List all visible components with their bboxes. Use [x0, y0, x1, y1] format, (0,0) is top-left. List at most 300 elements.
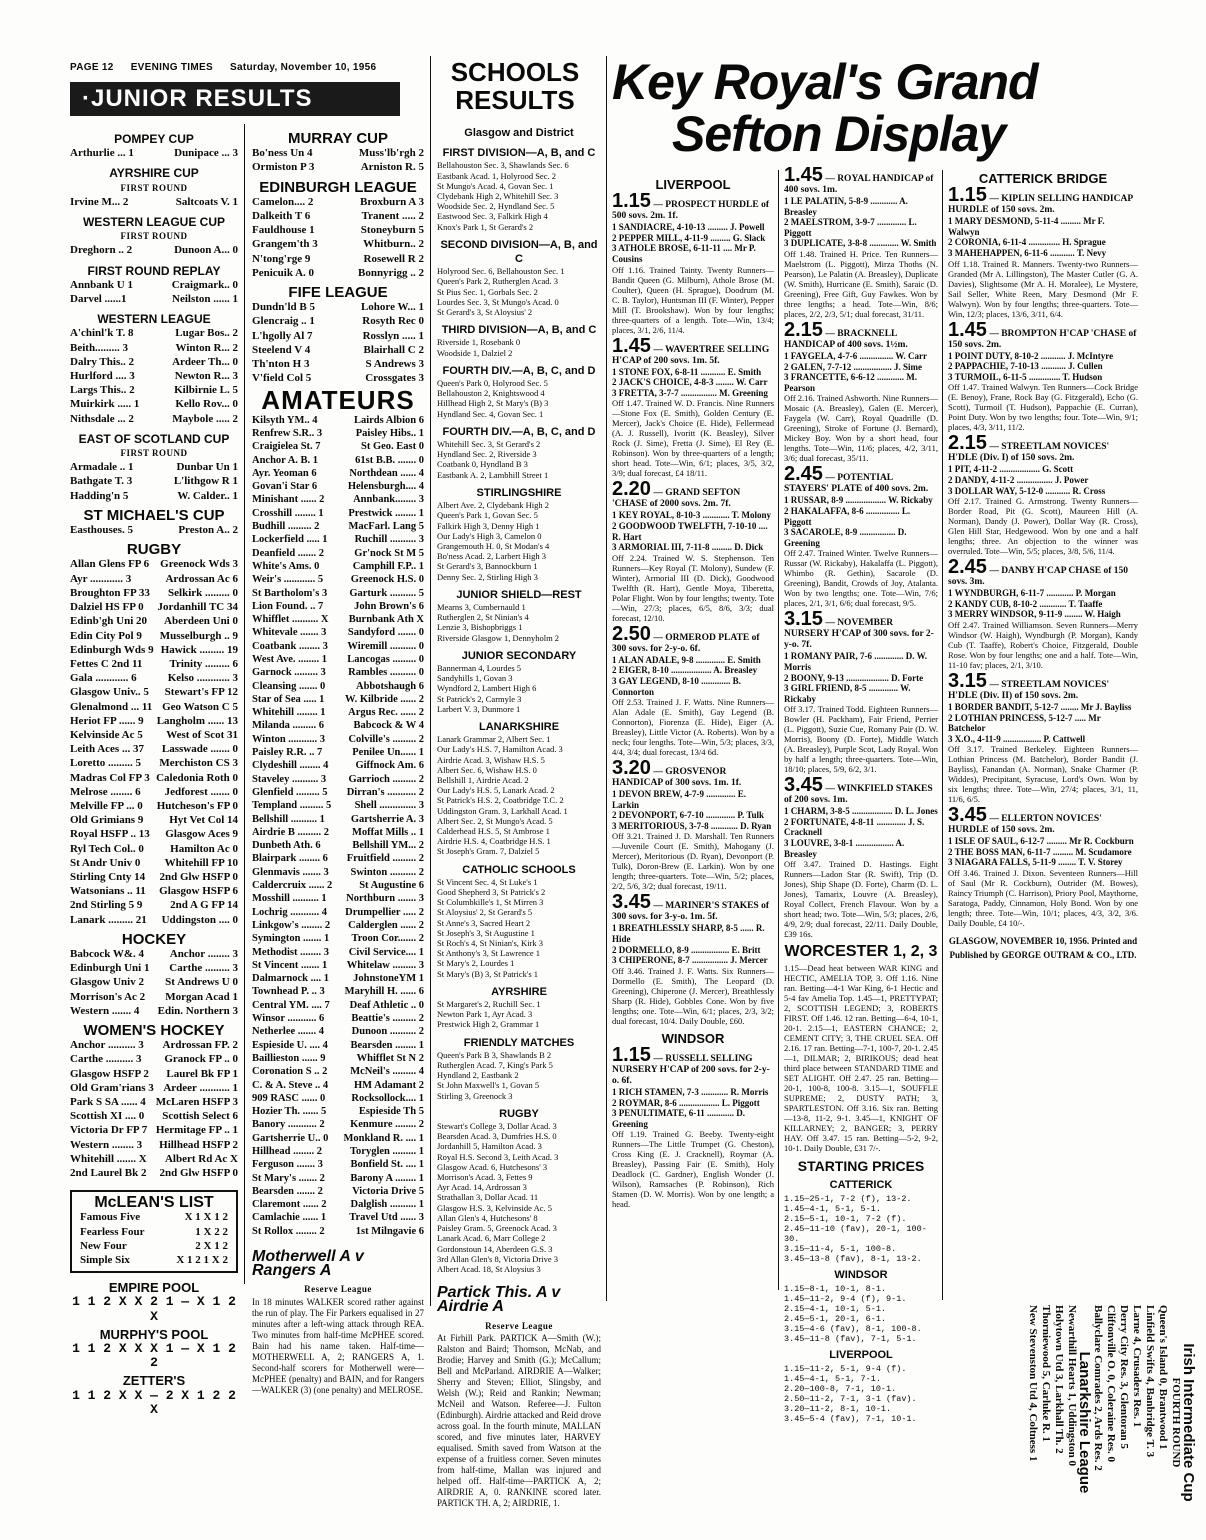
away-team: Kenmure ........ 2	[350, 1119, 424, 1131]
race-name: — PROSPECT HURDLE of 500 sovs. 2m. 1f.	[612, 200, 769, 222]
result-row	[70, 146, 238, 160]
home-team: West Ave. ........ 1	[252, 654, 328, 665]
result-row	[70, 813, 238, 827]
schools-result: Mearns 3, Cumbernauld 1	[437, 601, 526, 612]
home-team: Loretto ......... 5	[70, 757, 141, 770]
home-team: Cleansing ....... 0	[252, 680, 326, 692]
schools-result: Airdrie Acad. 3, Wishaw H.S. 5	[437, 754, 545, 765]
race-result	[948, 556, 1138, 670]
home-team: Craigielea St. 7	[252, 441, 321, 453]
away-team: Ardrossan Ac 6	[165, 572, 238, 585]
result-row	[252, 680, 424, 693]
away-team: Newton R... 3	[174, 370, 238, 383]
race-name: — BRACKNELL HANDICAP of 400 sovs. 1½m.	[784, 328, 908, 350]
schools-result: Lourdes Sec. 3, St Mungo's Acad. 0	[437, 296, 559, 307]
away-team: Glasgow HSFP 6	[159, 885, 238, 898]
home-team: Airdrie B ......... 2	[252, 826, 329, 838]
placing: 2 DANDY, 4-11-2 ................ J. Power	[948, 474, 1089, 485]
schools-result: Lanark Grammar 2, Albert Sec. 1	[437, 734, 551, 745]
result-row	[252, 1105, 424, 1118]
result-row: Queen's Island 0, Brantwood 1	[1157, 1305, 1169, 1450]
away-team: Merchiston CS 3	[159, 757, 238, 770]
race-name: — MARINER'S STAKES of 300 sovs. for 3-y-o. 1m. 5f.	[612, 901, 770, 923]
race-details: Off 3.17. Trained Todd. Eighteen Runners—Bowler (H. Packham), Fair Friend, Perrier (L. Piggott), Suzie Cue, Romany Pair (D. W. Morris), Boony (D. Forte), Middle Watch (A. Breasley), Purple Scot, Lady Royal. Won by half a length; three-quarters. Tote—Win, 18/10; places, 5/9, 6/2, 3/1.	[784, 704, 938, 775]
schools-result: Falkirk High 3, Denny High 1	[437, 520, 540, 531]
home-team: Townhead P. .. 3	[252, 986, 325, 998]
schools-result: Clydebank High 2, Whitehill Sec. 3	[437, 191, 559, 202]
away-team: Rambles .......... 0	[348, 667, 424, 679]
starting-price-line: 1.15—11-2, 5-1, 9-4 (f).	[784, 1364, 907, 1375]
home-team: Govan'i Star 6	[252, 481, 318, 493]
race-title	[784, 774, 938, 806]
placing: 2 THE BOSS MAN, 6-11-7 ......... M. Scudamore	[948, 846, 1132, 857]
away-team: John Brown's 6	[354, 600, 424, 612]
result-row	[252, 1185, 424, 1198]
race-details: Off 2.47. Trained Williamson. Seven Runners—Merry Windsor (W. Haigh), Wyndburgh (P. Morgan), Kandy Cub (T. Taaffe), Robert's Choice, Fitzgerald, Double Rose. Won by four lengths; one and a half. Tote—Win, 11-10 fav; places, 2/1, 3/10.	[948, 619, 1138, 670]
column-rule	[244, 124, 245, 1284]
result-row	[252, 160, 424, 174]
placing: 1 ALAN ADALE, 9-8 ............. E. Smith	[612, 654, 761, 665]
race-details: Off 1.47. Trained W. D. Francis. Nine Runners—Stone Fox (E. Smith), Golden Century (E. Mercer), Jack's Choice (E. Hide), Fellermead (A. J. Russell), Ivoritt (K. Beasley), Silver Rock (J. Sime), Fretta (J. Sime), El Rey (E. Robinson). Won by three-quarters of a length; short head. Tote—Win, 6/1; places, 3/5, 3/2, 3/9; dual forecast, £4 18/11.	[612, 398, 774, 479]
placing: 3 FRETTA, 3-7-7 ................ M. Greening	[612, 387, 768, 398]
schools-result: Bellahouston 2, Knightswood 4	[437, 388, 545, 399]
placing: 1 RICH STAMEN, 7-3 ............ R. Morris	[612, 1087, 769, 1098]
race-details: Off 2.53. Trained J. F. Watts. Nine Runners—Alan Adale (E. Smith), Gay Legend (B. Connorton), Fiorenza (E. Hide), Eiger (A. Breasley), Little Victor (A. Roberts). Won by a neck; four lengths. Tote—Win, 5/3; places, 3/3, 4/4, 3/4; dual forecast, 13/4 6d.	[612, 697, 774, 758]
home-team: Mosshill .......... 1	[252, 893, 327, 905]
race-details: Off 3.17. Trained Berkeley. Eighteen Runners—Lothian Princess (M. Batchelor), Border Bandit (J. Bayliss), Fanandan (A. Norman), Snake Charmer (P. Widdes), Precipitant, Syracuse, Lord's Own. Won by six lengths; three. Tote—Win, 27/4; places, 3/1, 11, 11/6, 6/5.	[948, 744, 1138, 805]
match-report-title: Motherwell A v Rangers A	[252, 1248, 364, 1280]
starting-price-line: 2.50—11-2, 7-1, 3-1 (fav).	[784, 1394, 917, 1405]
race-title	[784, 463, 938, 495]
result-row: Cliftonville O. 0, Coleraine Res. 0	[1105, 1305, 1117, 1463]
away-team: Whitehill FP 10	[164, 856, 238, 869]
home-team: Lanark ......... 21	[70, 913, 147, 926]
result-row	[252, 919, 424, 932]
result-row	[70, 629, 238, 643]
schools-section-title: RUGBY	[499, 1107, 539, 1120]
starting-price-line: 3.15—4-6 (fav), 8-1, 100-8.	[784, 1324, 922, 1335]
result-row	[252, 1025, 424, 1038]
home-team: Steelend V 4	[252, 343, 311, 356]
race-details: Off 2.47. Trained Winter. Twelve Runners—Russar (W. Rickaby), Hakalaffa (L. Piggott), Whimbo (R. Gethin), Sacarole (D. Greening), Bandit, Crowds of Joy, Atalanta. Won by two lengths; one. Tote—Win, 7/6; places, 2/1, 3/1, 6/6; dual forecast, 9/5.	[784, 548, 938, 609]
home-team: Stirling Cnty 14	[70, 870, 146, 883]
schools-result: Ayr Acad. 14, Ardrossan 3	[437, 1182, 527, 1193]
home-team: Old Gram'rians 3	[70, 1081, 154, 1094]
home-team: Old Grimians 9	[70, 814, 144, 827]
schools-result: Jordanhill 5, Hamilton Acad. 3	[437, 1141, 542, 1152]
placing: 2 GALEN, 7-7-12 ................. J. Sime	[784, 361, 922, 372]
race-details: Off 1.47. Trained Walwyn. Ten Runners—Cock Bridge (E. Benoy), Frane, Rock Bay (G. Fitzgerald), Echo (G. Scott), Turmoil (T. Hudson), Pappachie (E. Curran), Point Duty. Won by two lengths; four. Tote—Win, 9/1; places, 4/3, 3/11, 11/2.	[948, 382, 1138, 433]
result-row	[252, 959, 424, 972]
schools-result: Queen's Park 2, Rutherglen Acad. 3	[437, 276, 559, 287]
away-team: Helensburgh.... 4	[347, 481, 424, 493]
schools-result: St Anthony's 3, St Lawrence 1	[437, 948, 541, 959]
coupon-row	[80, 1239, 228, 1253]
schools-result: Albert Sec. 2, St Mungo's Acad. 5	[437, 815, 553, 826]
result-row	[252, 146, 424, 160]
placing: 2 CORONIA, 6-11-4 .............. H. Sprague	[948, 237, 1106, 248]
home-team: Allan Glens FP 6	[70, 558, 150, 571]
placing: 3 GIRL FRIEND, 8-5 ............. W. Rickaby	[784, 683, 911, 704]
placing: 1 STONE FOX, 6-8-11 ........... E. Smith	[612, 366, 762, 377]
placing: 3 ATHOLE BROSE, 6-11-11 .... Mr P. Cousins	[612, 243, 756, 264]
result-row	[252, 493, 424, 506]
result-row	[70, 975, 238, 989]
race-title	[948, 318, 1138, 351]
issue-date: Saturday, November 10, 1956	[230, 62, 377, 73]
away-team: Dunoon A... 0	[174, 244, 238, 257]
schools-result: Strathallan 3, Dollar Acad. 11	[437, 1192, 539, 1203]
away-team: Maryhill H. ...... 6	[344, 986, 424, 998]
coupon-line: 2 X 1 2	[195, 1239, 228, 1252]
home-team: Whifflet .......... X	[252, 614, 329, 626]
column-rule	[778, 170, 779, 1290]
placing: 1 RUSSAR, 8-9 .................. W. Rickaby	[784, 495, 933, 506]
race-name: — ORMEROD PLATE of 300 sovs. for 2-y-o. 6f.	[612, 632, 760, 654]
placing: 3 FRANCETTE, 6-6-12 ............ M. Pearson	[784, 372, 917, 393]
placing: 1 MARY DESMOND, 5-11-4 ......... Mr F. Walwyn	[948, 216, 1105, 237]
home-team: Armadale .. 1	[70, 461, 134, 474]
racing-column-catterick	[948, 170, 1138, 962]
away-team: W. Calder.. 1	[177, 489, 238, 502]
away-team: Northdean ...... 4	[349, 467, 424, 479]
away-team: Moffat Mills .. 1	[351, 826, 424, 838]
home-team: Baillieston ...... 9	[252, 1052, 326, 1064]
away-team: 2nd Glw HSFP 0	[159, 1167, 238, 1180]
away-team: Garrioch ......... 2	[348, 773, 424, 785]
section-title: POMPEY CUP	[114, 132, 194, 146]
schools-section-title: FIRST DIVISION—A, B, and C	[442, 147, 596, 160]
placing: 3 LOUVRE, 3-8-1 ................. A. Breasley	[784, 838, 905, 859]
race-time: 3.45	[948, 804, 987, 827]
schools-result: Our Lady's H.S. 7, Hamilton Acad. 3	[437, 744, 563, 755]
result-row	[252, 839, 424, 852]
placing: 3 MAHEHAPPEN, 6-11-6 ........... T. Nevy	[948, 247, 1107, 258]
schools-result: St Joseph's 3, St Augustine 1	[437, 927, 535, 938]
race-title	[784, 608, 938, 651]
home-team: Lochrig ........... 4	[252, 906, 327, 918]
result-row	[252, 237, 424, 251]
home-team: Fettes C 2nd 11	[70, 657, 143, 670]
schools-result: Bellahouston Sec. 3, Shawlands Sec. 6	[437, 160, 569, 171]
result-row	[252, 666, 424, 679]
result-row	[70, 961, 238, 975]
home-team: Garnock ......... 3	[252, 667, 326, 679]
result-row	[70, 1095, 238, 1109]
starting-price-line: 3.20—11-2, 8-1, 10-1.	[784, 1404, 892, 1415]
race-name: — GROSVENOR HANDICAP of 300 sovs. 1m. 1f.	[612, 767, 742, 789]
home-team: Morrison's Ac 2	[70, 990, 146, 1003]
result-row	[70, 842, 238, 856]
race-title	[612, 190, 774, 222]
home-team: Royal HSFP .. 13	[70, 828, 150, 841]
home-team: Hurlford .... 3	[70, 370, 135, 383]
away-team: Bearsden ........ 1	[350, 1039, 424, 1051]
result-row	[252, 371, 424, 385]
home-team: Easthouses. 5	[70, 524, 133, 537]
schools-result: Hillhead High 2, St Mary's (B) 3	[437, 398, 549, 409]
result-row	[252, 533, 424, 546]
starting-price-line: 3.15—11-4, 5-1, 100-8.	[784, 1243, 897, 1254]
column-rule	[942, 170, 943, 1300]
race-name: — POTENTIAL STAYERS' PLATE of 400 sovs. 2m.	[784, 473, 929, 495]
result-row	[70, 1123, 238, 1137]
home-team: Ayr ............ 3	[70, 572, 132, 585]
away-team: Sandyford ....... 0	[347, 627, 424, 639]
schools-result: St Mary's (B) 3, St Patrick's 1	[437, 968, 539, 979]
schools-section-title: LANARKSHIRE	[478, 720, 560, 733]
home-team: Winsor ........... 6	[252, 1013, 325, 1025]
away-team: Gartsherrie A. 3	[350, 813, 424, 825]
home-team: Glenalmond ... 11	[70, 700, 153, 713]
schools-section-title: STIRLINGSHIRE	[476, 486, 562, 499]
home-team: Bearsden ....... 2	[252, 1185, 323, 1197]
home-team: Melville FP ... 0	[70, 799, 143, 812]
away-team: Giffnock Am. 6	[355, 760, 424, 772]
starting-price-line: 3.45—11-8 (fav), 7-1, 5-1.	[784, 1334, 917, 1345]
result-row	[252, 746, 424, 759]
result-row	[252, 1079, 424, 1092]
result-row	[252, 640, 424, 653]
race-details: Off 2.24. Trained W. S. Stephenson. Ten Runners—Key Royal (T. Molony), Sundew (F. Winter), Armorial III (D. Dick), Goodwood Twelfth (R. Hart), Gentle Moya, Tiberetta, Polar Flight. Won by four lengths; twenty. Tote—Win, 27/3; places, 6/5, 8/6, 3/3; dual forecast, 12/10.	[612, 552, 774, 623]
home-team: Melrose ........ 6	[70, 785, 141, 798]
result-row	[70, 195, 238, 209]
placing: 1 CHARM, 3-8-5 .................. D. L. Jones	[784, 806, 938, 817]
home-team: Glencraig .. 1	[252, 315, 315, 328]
result-row	[252, 329, 424, 343]
home-team: Gala ............ 6	[70, 672, 137, 685]
home-team: Claremont ...... 2	[252, 1199, 327, 1211]
result-row: New Stevenston Utd 4, Coltness 1	[1027, 1305, 1039, 1462]
away-team: McNeil's ......... 4	[350, 1066, 424, 1078]
result-row	[70, 856, 238, 870]
result-row	[252, 1118, 424, 1131]
home-team: Minishant ...... 2	[252, 494, 325, 506]
away-team: 2nd A G FP 14	[170, 899, 238, 912]
schools-result: Uddingston Gram. 3, Larkhall Acad. 1	[437, 805, 568, 816]
home-team: Western ....... 4	[70, 1004, 140, 1017]
home-team: Whitehill ........ 1	[252, 707, 326, 719]
home-team: Anchor .......... 3	[70, 1039, 144, 1052]
away-team: 1st Milngavie 6	[355, 1225, 424, 1237]
section-title: EDINBURGH LEAGUE	[259, 178, 417, 196]
rotated-results	[925, 1305, 1195, 1540]
result-row	[252, 480, 424, 493]
away-team: Granock FP .. 0	[164, 1053, 238, 1066]
result-row	[70, 1004, 238, 1018]
schools-result: Gordonstoun 14, Aberdeen G.S. 3	[437, 1243, 553, 1254]
result-row	[252, 972, 424, 985]
starting-price-line: 2.15—4-1, 10-1, 5-1.	[784, 1304, 887, 1315]
race-details: Off 1.16. Trained Tainty. Twenty Runners—Bandit Queen (G. Milburn), Athole Brose (M. Coulter), Queen (H. Sprague), Doodrum (M. C. B. Taylor), Huntsman III (F. Winter), Pepper Mill (T. Brookshaw). Won by four lengths; three-quarters of a length. Tote—Win, 13/4; places, 3/1, 2/6, 11/4.	[612, 264, 774, 335]
placing: 2 JACK'S CHOICE, 4-8-3 ........ W. Carr	[612, 377, 768, 388]
away-team: Paisley Hibs.. 1	[355, 427, 424, 439]
coupon-name: Famous Five	[80, 1211, 141, 1224]
away-team: Hermitage FP .. 1	[155, 1124, 238, 1137]
home-team: Western ........ 3	[70, 1138, 143, 1151]
away-team: Dunoon .......... 2	[351, 1026, 424, 1038]
race-name: — DANBY H'CAP CHASE of 150 sovs. 3m.	[948, 566, 1129, 588]
schools-result: Good Shepherd 3, St Patrick's 2	[437, 887, 546, 897]
race-name: — BROMPTON H'CAP 'CHASE of 150 sovs. 2m.	[948, 328, 1137, 350]
race-result	[948, 804, 1138, 929]
mcleans-list-box	[70, 1190, 238, 1273]
result-row	[252, 314, 424, 328]
race-result	[612, 757, 774, 892]
away-team: Travel Utd ...... 3	[349, 1212, 424, 1224]
home-team: Deanfield ....... 2	[252, 547, 325, 559]
schools-section-title: JUNIOR SHIELD—REST	[456, 588, 582, 601]
coupon-name: Simple Six	[80, 1254, 130, 1267]
race-title	[948, 432, 1138, 464]
placing: 1 BORDER BANDIT, 5-12-7 ........ Mr J. Bayliss	[948, 701, 1132, 712]
result-row	[252, 693, 424, 706]
race-result	[948, 184, 1138, 319]
schools-result: Allan Glen's 4, Hutchesons' 8	[437, 1212, 538, 1223]
section-title: EAST OF SCOTLAND CUP	[78, 431, 230, 446]
race-time: 1.15	[612, 1044, 651, 1067]
placing: 2 FORTUNATE, 4-8-11 ............. J. S. Cracknell	[784, 816, 925, 838]
away-team: Rosewell R 2	[363, 252, 424, 265]
away-team: 61st B.B. ....... 0	[355, 454, 424, 466]
home-team: Netherlee ....... 4	[252, 1026, 325, 1038]
result-row	[70, 685, 238, 699]
result-row	[252, 1012, 424, 1025]
match-report-subtitle: Reserve League	[485, 1320, 553, 1331]
home-team: Templand ......... 5	[252, 800, 332, 812]
schools-result: Eastbank A. 2, Lambhill Street 1	[437, 469, 549, 480]
starting-price-line: 2.15—5-1, 10-1, 7-2 (f).	[784, 1213, 907, 1224]
schools-result: Holyrood Sec. 6, Bellahouston Sec. 1	[437, 266, 565, 277]
away-team: L'lithgow R 1	[173, 475, 238, 488]
schools-result: Albert Sec. 6, Wishaw H.S. 0	[437, 764, 537, 775]
away-team: Beattie's ......... 2	[351, 1013, 424, 1025]
home-team: Star of Sea ..... 1	[252, 693, 325, 705]
schools-result: St Anne's 3, Sacred Heart 2	[437, 917, 531, 928]
away-team: Uddingston .... 0	[161, 913, 238, 926]
section-title: AYRSHIRE CUP	[109, 166, 199, 181]
section-title: FIFE LEAGUE	[288, 284, 388, 302]
pool-title: EMPIRE POOL	[108, 1280, 200, 1296]
section-title: WESTERN LEAGUE CUP	[82, 215, 225, 230]
home-team: Lockerfield ..... 1	[252, 534, 328, 546]
away-team: Whifflet St N 2	[356, 1052, 424, 1064]
race-details: Off 1.48. Trained H. Price. Ten Runners—Maelstrom (L. Piggott), Mirza Thoths (N. Pearson), Le Palatin (A. Breasley), Duplicate (W. Smith), Hurricane (E. Smith), Saraic (D. Greening), Free Gift, Guy Fawkes. Won by three lengths; a head. Tote—Win, 8/6; places, 2/2, 2/3, 5/1; dual forecast, 31/11.	[784, 248, 938, 319]
race-time: 3.15	[948, 669, 987, 692]
result-row	[70, 898, 238, 912]
away-team: Craigmark.. 0	[171, 278, 238, 291]
away-team: Gr'nock St M 5	[354, 547, 424, 559]
away-team: Selkirk ......... 0	[168, 586, 238, 599]
result-row	[252, 600, 424, 613]
result-row: Ballyclare Comrades 2, Ards Res. 2	[1092, 1305, 1104, 1471]
away-team: Espieside Th 5	[358, 1106, 424, 1118]
away-team: Dunipace ... 3	[174, 147, 238, 160]
home-team: Crosshill ........ 1	[252, 507, 324, 519]
match-report-text: At Firhill Park. PARTICK A—Smith (W.); Ralston and Baird; Thomson, McNab, and Brodie; Harvey and Smith (G.); McCallum; Bell and McParland. AIRDRIE A—Walker; Sherry and Steven; Elliot, Slingsby, and Welsh (W.); Reid and Rankin; Newman; McNeil and Watson. Referee—J. Fulton (Edinburgh). Airdrie attacked and Reid drove across goal. In the fourth minute, MALLAN scored, and five minutes later, HARVEY equalised. Smith saved from Watson at the expense of a fruitless corner. Seven minutes from half-time, Mallan was injured and helped off. Half-time—PARTICK A, 2; AIRDRIE A, 0. RANKINE scored later. PARTICK TH. A, 2; AIRDRIE, 1.	[437, 1332, 601, 1508]
schools-results-column	[437, 120, 601, 1509]
home-team: St Mary's ....... 2	[252, 1172, 325, 1184]
home-team: Beith......... 3	[70, 341, 129, 354]
schools-result: St Columbkille's 1, St Mirren 3	[437, 897, 544, 908]
away-team: McLaren HSFP 3	[155, 1096, 238, 1108]
away-team: Civil Service.... 1	[348, 946, 424, 958]
race-name: — STREETLAM NOVICES' H'DLE (Div. II) of 150 sovs. 2m.	[948, 679, 1110, 701]
away-team: Broxburn A 3	[360, 195, 424, 208]
schools-result: Knox's Park 1, St Gerard's 2	[437, 221, 534, 232]
race-time: 1.45	[948, 318, 987, 341]
race-result	[784, 774, 938, 940]
home-team: Methodist ........ 3	[252, 946, 329, 958]
race-time: 2.45	[948, 556, 987, 579]
home-team: Fauldhouse 1	[252, 224, 315, 237]
result-row: Derry City Res. 3, Glentoran 5	[1118, 1305, 1130, 1449]
schools-result: St Gerard's 3, Bannockburn 1	[437, 561, 538, 572]
away-team: Ardrossan FP. 2	[162, 1039, 238, 1052]
column-rule	[430, 56, 431, 1306]
starting-price-line: 1.45—11-2, 9-4 (f), 9-1.	[784, 1294, 907, 1305]
schools-result: Wyndford 2, Lambert High 6	[437, 683, 537, 694]
result-row	[70, 771, 238, 785]
home-team: L'hgolly Al 7	[252, 329, 313, 342]
placing: 3 GAY LEGEND, 8-10 ............. B. Connorton	[612, 675, 741, 697]
placing: 2 LOTHIAN PRINCESS, 5-12-7 ..... Mr Batchelor	[948, 712, 1101, 734]
away-team: Anchor ........ 3	[169, 947, 238, 960]
home-team: Largs This.. 2	[70, 384, 135, 397]
home-team: Bellshill .......... 1	[252, 813, 325, 825]
away-team: St Augustine 6	[359, 880, 424, 892]
away-team: Hillhead HSFP 2	[159, 1138, 238, 1151]
coupon-line: X 1 2 1 X 2	[176, 1254, 228, 1267]
home-team: Linkgow's ........ 2	[252, 919, 331, 931]
away-team: Stoneyburn 5	[360, 224, 424, 237]
race-time: 3.15	[784, 608, 823, 631]
placing: 1 PIT, 4-11-2 .................. G. Scott	[948, 464, 1074, 475]
schools-result: Calderhead H.S. 5, St Ambrose 1	[437, 825, 550, 836]
result-row	[252, 414, 424, 427]
schools-result: Denny Sec. 2, Stirling High 3	[437, 571, 538, 582]
home-team: Heriot FP ...... 9	[70, 714, 144, 727]
schools-result: Coatbank 0, Hyndland B 3	[437, 459, 528, 470]
column-rule	[606, 56, 607, 1301]
away-team: Lohore W... 1	[360, 301, 424, 314]
result-row	[70, 700, 238, 714]
result-row	[70, 1081, 238, 1095]
away-team: S Andrews 3	[365, 358, 424, 371]
schools-result: Rutherglen Acad. 7, King's Park 5	[437, 1060, 553, 1071]
starting-price-line: 1.15—25-1, 7-2 (f), 13-2.	[784, 1193, 912, 1204]
starting-prices-meeting: WINDSOR	[834, 1268, 888, 1281]
home-team: Bathgate T. 3	[70, 475, 133, 488]
schools-result: Morrison's Acad. 3, Fettes 9	[437, 1172, 533, 1183]
starting-price-line: 2.45—11-10 (fav), 20-1, 100-30.	[784, 1223, 927, 1244]
placing: 1 KEY ROYAL, 8-10-3 ............ T. Molony	[612, 510, 772, 521]
result-row	[70, 557, 238, 571]
result-row	[70, 489, 238, 503]
result-row	[252, 999, 424, 1012]
schools-result: Grangemouth H. 0, St Modan's 4	[437, 540, 550, 551]
junior-results-banner: ·JUNIOR RESULTS	[70, 82, 400, 116]
away-team: Caledonia Roth 0	[156, 771, 238, 784]
schools-section-title: FOURTH DIV.—A, B, C, and D	[442, 364, 596, 377]
result-row	[252, 520, 424, 533]
result-row	[70, 614, 238, 628]
placing: 1 SANDIACRE, 4-10-13 ......... J. Powell	[612, 222, 765, 233]
race-name: — WINKFIELD STAKES of 200 sovs. 1m.	[784, 784, 933, 806]
pool-title: MURPHY'S POOL	[99, 1326, 209, 1342]
home-team: Whitehill ....... X	[70, 1152, 147, 1165]
result-row	[70, 369, 238, 383]
